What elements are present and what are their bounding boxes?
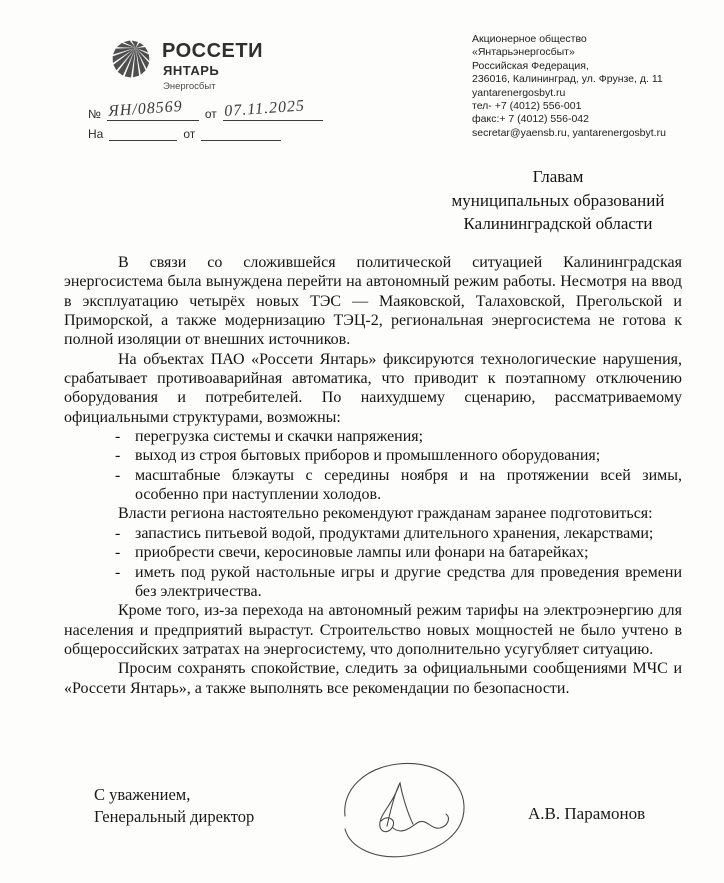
bullet-dash: - <box>115 466 121 484</box>
company-phone: тел- +7 (4012) 556-001 <box>472 100 582 113</box>
addressee-line: Калининградской области <box>463 214 653 233</box>
list-item: - масштабные блэкауты с середины ноября и на протяжении всей зимы, особенно при наступлении холодов. <box>115 466 682 504</box>
list-item: - перегрузка системы и скачки напряжения; <box>115 428 424 446</box>
handwritten-ref-date: 07.11.2025 <box>223 97 306 121</box>
list-item: - выход из строя бытовых приборов и промышленного оборудования; <box>115 447 601 465</box>
list-item: - запастись питьевой водой, продуктами длительного хранения, лекарствами; <box>115 524 654 542</box>
company-website: yantarenergosbyt.ru <box>472 86 566 99</box>
ref-no-label: № <box>88 107 101 121</box>
closing-regards: С уважением, <box>94 785 191 804</box>
letter-body <box>64 253 682 698</box>
company-details-block <box>472 33 716 140</box>
bullet-dash: - <box>115 544 121 562</box>
bullet-dash: - <box>115 428 121 446</box>
paragraph-recommendation: Власти региона настоятельно рекомендуют гражданам заранее подготовиться: <box>118 505 653 523</box>
reference-block <box>88 97 329 144</box>
list-item: - иметь под рукой настольные игры и другие средства для проведения времени без электричества. <box>115 563 682 600</box>
ref-ot-label-2: от <box>183 127 196 141</box>
addressee-line: Главам <box>532 167 584 186</box>
paragraph-incidents: На объектах ПАО «Россети Янтарь» фиксируются технологические нарушения, срабатывает противоаварийная автоматика, что приводит к поэтапному отключению оборудования и потребителей. По наихудшему сценарию, рассматриваемому официальными структурами, возможны: <box>64 350 682 426</box>
company-fax: факс:+ 7 (4012) 556-042 <box>472 113 589 126</box>
incoming-date-blank-line <box>201 124 281 141</box>
ref-ot-label: от <box>204 107 217 121</box>
bullet-dash: - <box>115 447 121 465</box>
ref-date-line <box>223 97 323 121</box>
logo-brand-text: РОССЕТИ <box>162 40 263 62</box>
paragraph-closing: Просим сохранять спокойствие, следить за официальными сообщениями МЧС и «Россети Янтарь», а также выполнять все рекомендации по безопасности. <box>64 660 682 697</box>
signer-title: Генеральный директор <box>94 807 255 826</box>
ref-na-label: На <box>88 127 104 141</box>
company-email: secretar@yaensb.ru, yantarenergosbyt.ru <box>472 126 666 139</box>
bullet-dash: - <box>115 563 121 581</box>
addressee-block <box>402 165 714 236</box>
handwritten-ref-number: ЯН/08569 <box>107 97 184 121</box>
signer-name: А.В. Парамонов <box>528 804 646 823</box>
company-line: Российская Федерация, <box>472 59 589 72</box>
addressee-line: муниципальных образований <box>451 190 665 210</box>
company-line: Акционерное общество <box>472 33 587 45</box>
company-line: «Янтарьэнергосбыт» <box>472 46 575 59</box>
paragraph-tariffs: Кроме того, из-за перехода на автономный режим тарифы на электроэнергию для населения и предприятий вырастут. Строительство новых мощностей не было учтено в общероссийских затратах на энергосистему, что дополнительно усугубляет ситуацию. <box>64 602 682 658</box>
rosseti-sphere-icon <box>106 34 156 84</box>
list-item: - приобрести свечи, керосиновые лампы или фонари на батарейках; <box>115 544 589 562</box>
outgoing-ref-row <box>88 97 329 124</box>
logo-division-text: Энергосбыт <box>163 81 216 92</box>
letterhead-logo <box>106 34 336 104</box>
bullet-dash: - <box>115 524 121 542</box>
incoming-no-blank-line <box>109 124 177 141</box>
company-line: 236016, Калининград, ул. Фрунзе, д. 11 <box>472 73 663 86</box>
paragraph-intro: В связи со сложившейся политической ситуацией Калининградская энергосистема была вынуждена перейти на автономный режим работы. Несмотря на ввод в эксплуатацию четырёх новых ТЭС — Маяковской, Талаховской, Прегольской и Приморской, а также модернизацию ТЭЦ-2, региональная энергосистема не готова к полной изоляции от внешних источников. <box>64 254 682 349</box>
incoming-ref-row <box>88 124 329 144</box>
handwritten-signature <box>338 756 468 860</box>
ref-no-line <box>107 97 199 121</box>
logo-region-text: ЯНТАРЬ <box>163 63 220 78</box>
